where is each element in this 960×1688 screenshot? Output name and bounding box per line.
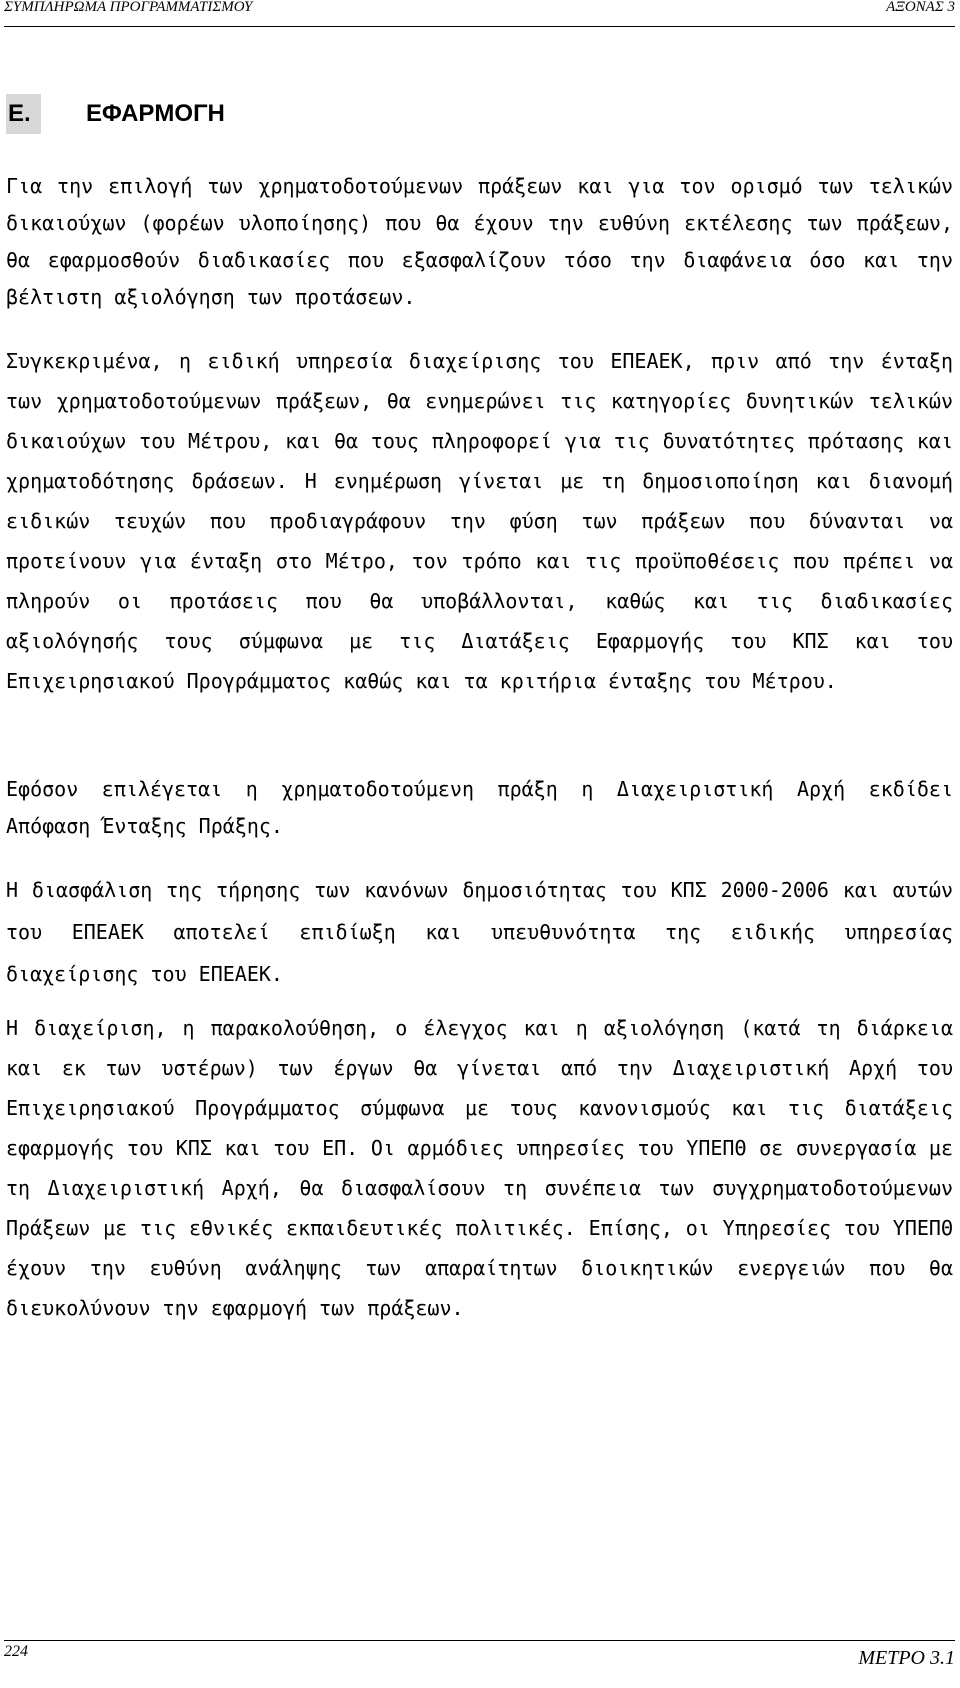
paragraph-5 bbox=[6, 1008, 953, 1328]
footer-measure-label: ΜΕΤΡΟ 3.1 bbox=[858, 1647, 955, 1669]
page-header bbox=[4, 0, 955, 27]
paragraph-text: Για την επιλογή των χρηματοδοτούμενων πράξεων και για τον ορισμό των τελικών δικαιούχων (φορέων υλοποίησης) που θα έχουν την ευθύνη εκτέλεσης των πράξεων, θα εφαρμοσθούν διαδικασίες που εξασφαλίζουν τόσο την διαφάνεια όσο και την βέλτιστη αξιολόγηση των προτάσεων. bbox=[6, 174, 953, 309]
section-heading bbox=[6, 94, 225, 134]
section-title: ΕΦΑΡΜΟΓΗ bbox=[86, 100, 225, 127]
paragraph-text: Η διαχείριση, η παρακολούθηση, ο έλεγχος και η αξιολόγηση (κατά τη διάρκεια και εκ των υστέρων) των έργων θα γίνεται από την Διαχειριστική Αρχή του Επιχειρησιακού Προγράμματος σύμφωνα με τους κανονισμούς και τις διατάξεις εφαρμογής του ΚΠΣ και του ΕΠ. Οι αρμόδιες υπηρεσίες του ΥΠΕΠΘ σε συνεργασία με τη Διαχειριστική Αρχή, θα διασφαλίσουν τη συνέπεια των συγχρηματοδοτούμενων Πράξεων με τις εθνικές εκπαιδευτικές πολιτικές. Επίσης, οι Υπηρεσίες του ΥΠΕΠΘ έχουν την ευθύνη ανάληψης των απαραίτητων διοικητικών ενεργειών που θα διευκολύνουν την εφαρμογή των πράξεων. bbox=[6, 1016, 953, 1320]
paragraph-text: Η διασφάλιση της τήρησης των κανόνων δημοσιότητας του ΚΠΣ 2000-2006 και αυτών του ΕΠΕΑΕΚ αποτελεί επιδίωξη και υπευθυνότητα της ειδικής υπηρεσίας διαχείρισης του ΕΠΕΑΕΚ. bbox=[6, 878, 953, 986]
section-letter: Ε. bbox=[6, 94, 41, 134]
header-axis-label: ΑΞΟΝΑΣ 3 bbox=[886, 0, 955, 15]
paragraph-3 bbox=[6, 771, 953, 845]
paragraph-4 bbox=[6, 869, 953, 995]
page-footer bbox=[4, 1640, 955, 1687]
header-document-title: ΣΥΜΠΛΗΡΩΜΑ ΠΡΟΓΡΑΜΜΑΤΙΣΜΟΥ bbox=[4, 0, 253, 15]
page-number: 224 bbox=[4, 1643, 28, 1660]
paragraph-text: Συγκεκριμένα, η ειδική υπηρεσία διαχείρισης του ΕΠΕΑΕΚ, πριν από την ένταξη των χρηματοδοτούμενων πράξεων, θα ενημερώνει τις κατηγορίες δυνητικών τελικών δικαιούχων του Μέτρου, και θα τους πληροφορεί για τις δυνατότητες πρότασης και χρηματοδότησης δράσεων. Η ενημέρωση γίνεται με τη δημοσιοποίηση και διανομή ειδικών τευχών που προδιαγράφουν την φύση των πράξεων που δύνανται να προτείνουν για ένταξη στο Μέτρο, τον τρόπο και τις προϋποθέσεις που πρέπει να πληρούν οι προτάσεις που θα υποβάλλονται, καθώς και τις διαδικασίες αξιολόγησής τους σύμφωνα με τις Διατάξεις Εφαρμογής του ΚΠΣ και του Επιχειρησιακού Προγράμματος καθώς και τα κριτήρια ένταξης του Μέτρου. bbox=[6, 349, 953, 693]
paragraph-2 bbox=[6, 341, 953, 701]
paragraph-1 bbox=[6, 168, 953, 316]
paragraph-text: Εφόσον επιλέγεται η χρηματοδοτούμενη πράξη η Διαχειριστική Αρχή εκδίδει Απόφαση Ένταξης Πράξης. bbox=[6, 777, 953, 838]
